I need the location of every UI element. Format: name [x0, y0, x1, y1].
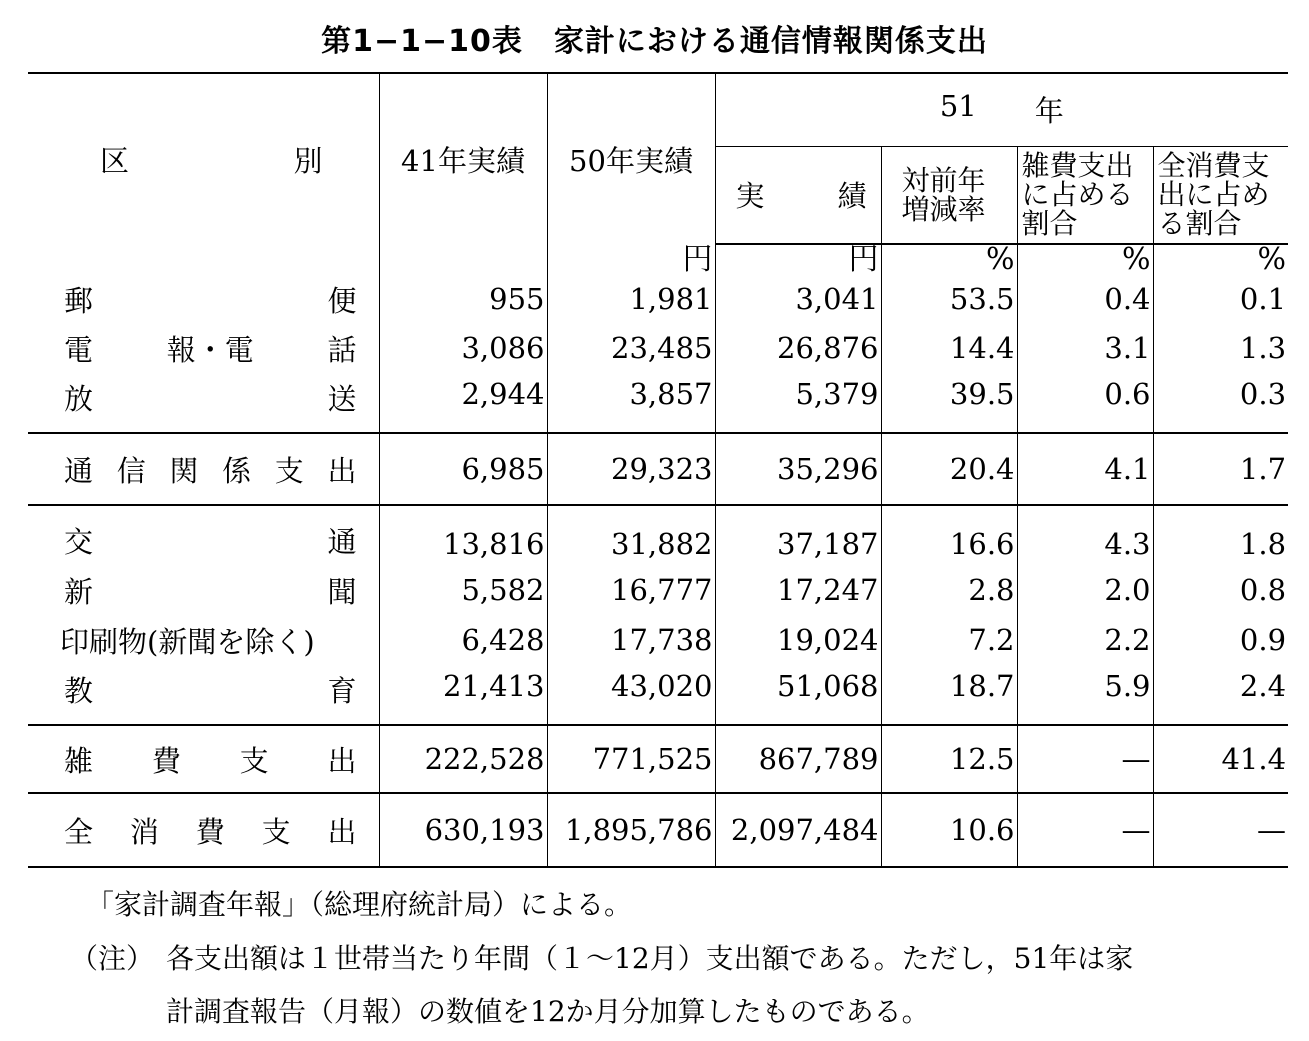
header-51-actual: 実 績 [715, 146, 881, 244]
expenditure-table [28, 72, 1288, 868]
footnote-tag: （注） [70, 942, 155, 975]
unit-yen: 円 [715, 244, 881, 275]
table-row: 放 送 2,944 3,857 5,379 39.5 0.6 0.3 [28, 373, 1288, 433]
table-row-misc-total: 雑 費 支 出 222,528 771,525 867,789 12.5 — 41.4 [28, 725, 1288, 793]
header-total-share: 全消費支出に占める割合 [1153, 146, 1288, 244]
footnote-line-1: （注） 各支出額は１世帯当たり年間（１〜12月）支出額である。ただし，51年は家 [70, 937, 1133, 977]
header-yoy-rate: 対前年増減率 [881, 146, 1017, 244]
footnote-line-2: 計調査報告（月報）の数値を12か月分加算したものである。 [166, 995, 930, 1028]
table-row: 郵 便 955 1,981 3,041 53.5 0.4 0.1 [28, 275, 1288, 323]
table-title: 第1−1−10表 家計における通信情報関係支出 [321, 24, 988, 59]
table-row: 交 通 13,816 31,882 37,187 16.6 4.3 1.8 [28, 505, 1288, 565]
header-41-actual: 41年実績 [379, 73, 547, 244]
table-row: 電 報・電 話 3,086 23,485 26,876 14.4 3.1 1.3 [28, 323, 1288, 373]
table-row-subtotal: 通 信 関 係 支 出 6,985 29,323 35,296 20.4 4.1 1.7 [28, 433, 1288, 505]
header-misc-share: 雑費支出に占める割合 [1017, 146, 1153, 244]
table-row-grand-total: 全 消 費 支 出 630,193 1,895,786 2,097,484 10.6 — — [28, 793, 1288, 867]
source-note: 「家計調査年報」（総理府統計局）による。 [86, 888, 633, 921]
header-50-actual: 50年実績 [547, 73, 715, 244]
table-row: 印刷物(新聞を除く) 6,428 17,738 19,024 7.2 2.2 0.9 [28, 615, 1288, 665]
table-row: 教 育 21,413 43,020 51,068 18.7 5.9 2.4 [28, 665, 1288, 725]
unit-percent: % [1017, 244, 1153, 275]
unit-percent: % [881, 244, 1017, 275]
table-row: 新 聞 5,582 16,777 17,247 2.8 2.0 0.8 [28, 565, 1288, 615]
header-year-51: 51 年 [715, 73, 1288, 146]
unit-yen: 円 [547, 244, 715, 275]
header-category: 区 別 [28, 73, 379, 244]
unit-percent: % [1153, 244, 1288, 275]
